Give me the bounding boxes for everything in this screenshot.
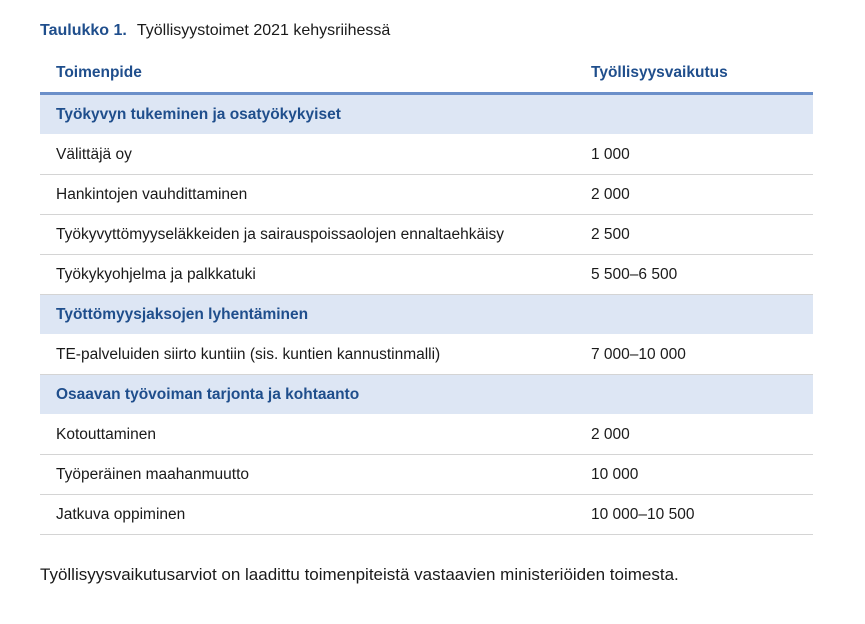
table-row <box>40 175 813 215</box>
measure-cell: Työperäinen maahanmuutto <box>40 455 575 495</box>
table-header-row <box>40 54 813 94</box>
table-body <box>40 94 813 535</box>
table-row <box>40 455 813 495</box>
effect-cell: 2 000 <box>575 175 813 215</box>
section-row <box>40 375 813 415</box>
effect-cell: 10 000–10 500 <box>575 495 813 535</box>
caption-label: Taulukko 1. <box>40 22 127 39</box>
table-row <box>40 415 813 455</box>
effect-cell: 2 000 <box>575 415 813 455</box>
footnote: Työllisyysvaikutusarviot on laadittu toimenpiteistä vastaavien ministeriöiden toimesta. <box>40 565 679 584</box>
table-caption <box>40 20 390 42</box>
effect-cell: 7 000–10 000 <box>575 335 813 375</box>
table-row <box>40 255 813 295</box>
table-row <box>40 495 813 535</box>
effect-cell: 1 000 <box>575 135 813 175</box>
effect-cell: 2 500 <box>575 215 813 255</box>
effect-cell: 10 000 <box>575 455 813 495</box>
section-label: Työkyvyn tukeminen ja osatyökykyiset <box>40 94 813 135</box>
effect-cell: 5 500–6 500 <box>575 255 813 295</box>
table-row <box>40 215 813 255</box>
table-row <box>40 135 813 175</box>
measure-cell: Työkyvyttömyyseläkkeiden ja sairauspoissaolojen ennaltaehkäisy <box>40 215 575 255</box>
employment-measures-table <box>40 54 813 535</box>
caption-title: Työllisyystoimet 2021 kehysriihessä <box>136 22 391 39</box>
measure-cell: Välittäjä oy <box>40 135 575 175</box>
header-measure: Toimenpide <box>40 54 575 94</box>
section-row <box>40 94 813 135</box>
section-row <box>40 295 813 335</box>
table-row <box>40 335 813 375</box>
measure-cell: TE-palveluiden siirto kuntiin (sis. kuntien kannustinmalli) <box>40 335 575 375</box>
measure-cell: Hankintojen vauhdittaminen <box>40 175 575 215</box>
section-label: Työttömyysjaksojen lyhentäminen <box>40 295 813 335</box>
measure-cell: Kotouttaminen <box>40 415 575 455</box>
section-label: Osaavan työvoiman tarjonta ja kohtaanto <box>40 375 813 415</box>
measure-cell: Jatkuva oppiminen <box>40 495 575 535</box>
header-effect: Työllisyysvaikutus <box>575 54 813 94</box>
measure-cell: Työkykyohjelma ja palkkatuki <box>40 255 575 295</box>
